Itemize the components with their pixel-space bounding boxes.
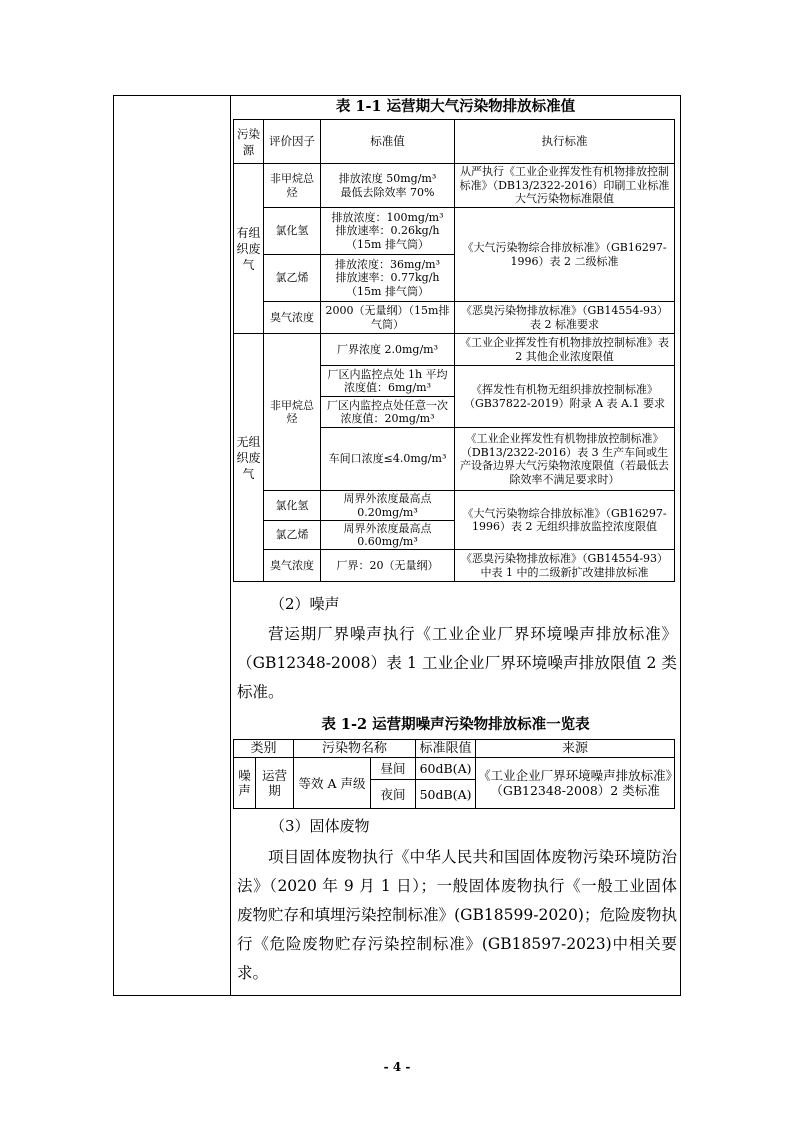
solid-waste-paragraph: 项目固体废物执行《中华人民共和国固体废物污染环境防治法》（2020 年 9 月 1 日）；一般固体废物执行《一般工业固体废物贮存和填埋污染控制标准》(GB18599-2020)；危险废物执行《危险废物贮存污染控制标准》(GB18597-2023)中相关要求。 [237, 848, 677, 982]
header-standard: 执行标准 [455, 120, 675, 164]
table2-header-row [234, 740, 675, 758]
factor-cell: 氯乙烯 [264, 521, 321, 550]
value-cell: 周界外浓度最高点 0.20mg/m³ [321, 491, 455, 521]
source-cell: 《工业企业厂界环境噪声排放标准》（GB12348-2008）2 类标准 [476, 758, 675, 809]
pollutant-cell: 等效 A 声级 [294, 758, 371, 809]
standard-cell: 《大气污染物综合排放标准》（GB16297-1996）表 2 无组织排放监控浓度限值 [455, 491, 675, 550]
value-cell: 厂界浓度 2.0mg/m³ [321, 334, 455, 366]
solid-waste-heading: （3）固体废物 [270, 817, 370, 835]
night-label: 夜间 [371, 780, 416, 809]
table2-caption: 表 1-2 运营期噪声污染物排放标准一览表 [321, 716, 590, 733]
factor-cell: 臭气浓度 [264, 550, 321, 582]
value-cell: 车间口浓度≤4.0mg/m³ [321, 428, 455, 491]
table-row [234, 491, 675, 521]
standard-cell: 《恶臭污染物排放标准》（GB14554-93）中表 1 中的二级新扩改建排放标准 [455, 550, 675, 582]
value-cell: 排放浓度 50mg/m³ 最低去除效率 70% [321, 164, 455, 208]
header-category: 类别 [234, 740, 294, 758]
noise-standards-table [233, 739, 675, 809]
source-fugitive: 无组织废气 [234, 334, 264, 582]
noise-paragraph: 营运期厂界噪声执行《工业企业厂界环境噪声排放标准》（GB12348-2008）表 1 工业企业厂界环境噪声排放限值 2 类标准。 [237, 625, 677, 701]
table-row [234, 164, 675, 208]
table-row [234, 758, 675, 780]
header-source: 污染源 [234, 120, 264, 164]
category-cell: 噪声 [234, 758, 256, 809]
value-cell: 厂区内监控点处 1h 平均浓度值：6mg/m³ [321, 366, 455, 397]
source-organized: 有组织废气 [234, 164, 264, 334]
day-label: 昼间 [371, 758, 416, 780]
factor-cell: 臭气浓度 [264, 302, 321, 334]
air-emission-standards-table [233, 119, 675, 582]
value-cell: 厂界：20（无量纲） [321, 550, 455, 582]
value-cell: 2000（无量纲）（15m排气筒） [321, 302, 455, 334]
page-number: - 4 - [383, 1060, 411, 1074]
header-source: 来源 [476, 740, 675, 758]
header-factor: 评价因子 [264, 120, 321, 164]
factor-cell: 非甲烷总烃 [264, 334, 321, 491]
frame-divider [230, 96, 231, 995]
factor-cell: 氯化氢 [264, 491, 321, 521]
value-cell: 厂区内监控点处任意一次浓度值：20mg/m³ [321, 397, 455, 428]
header-pollutant: 污染物名称 [294, 740, 416, 758]
standard-cell: 《恶臭污染物排放标准》（GB14554-93）表 2 标准要求 [455, 302, 675, 334]
value-cell: 排放浓度：36mg/m³ 排放速率：0.77kg/h （15m 排气筒） [321, 255, 455, 302]
night-value: 50dB(A) [416, 780, 476, 809]
table1-caption: 表 1-1 运营期大气污染物排放标准值 [335, 98, 576, 115]
table1-header-row [234, 120, 675, 164]
factor-cell: 非甲烷总烃 [264, 164, 321, 208]
standard-cell: 《大气污染物综合排放标准》（GB16297-1996）表 2 二级标准 [455, 208, 675, 302]
standard-cell: 《挥发性有机物无组织排放控制标准》（GB37822-2019）附录 A 表 A.1 要求 [455, 366, 675, 428]
factor-cell: 氯乙烯 [264, 255, 321, 302]
standard-cell: 《工业企业挥发性有机物排放控制标准》表 2 其他企业浓度限值 [455, 334, 675, 366]
header-value: 标准值 [321, 120, 455, 164]
standard-cell: 《工业企业挥发性有机物排放控制标准》（DB13/2322-2016）表 3 生产车间或生产设备边界大气污染物浓度限值（若最低去除效率不满足要求时） [455, 428, 675, 491]
standard-cell: 从严执行《工业企业挥发性有机物排放控制标准》（DB13/2322-2016）印刷工业标准大气污染物标准限值 [455, 164, 675, 208]
header-limit: 标准限值 [416, 740, 476, 758]
value-cell: 周界外浓度最高点 0.60mg/m³ [321, 521, 455, 550]
day-value: 60dB(A) [416, 758, 476, 780]
table-row [234, 208, 675, 255]
noise-heading: （2）噪声 [270, 595, 340, 613]
table-row [234, 302, 675, 334]
factor-cell: 氯化氢 [264, 208, 321, 255]
period-cell: 运营期 [256, 758, 294, 809]
value-cell: 排放浓度：100mg/m³ 排放速率：0.26kg/h （15m 排气筒） [321, 208, 455, 255]
table-row [234, 550, 675, 582]
table-row [234, 334, 675, 366]
